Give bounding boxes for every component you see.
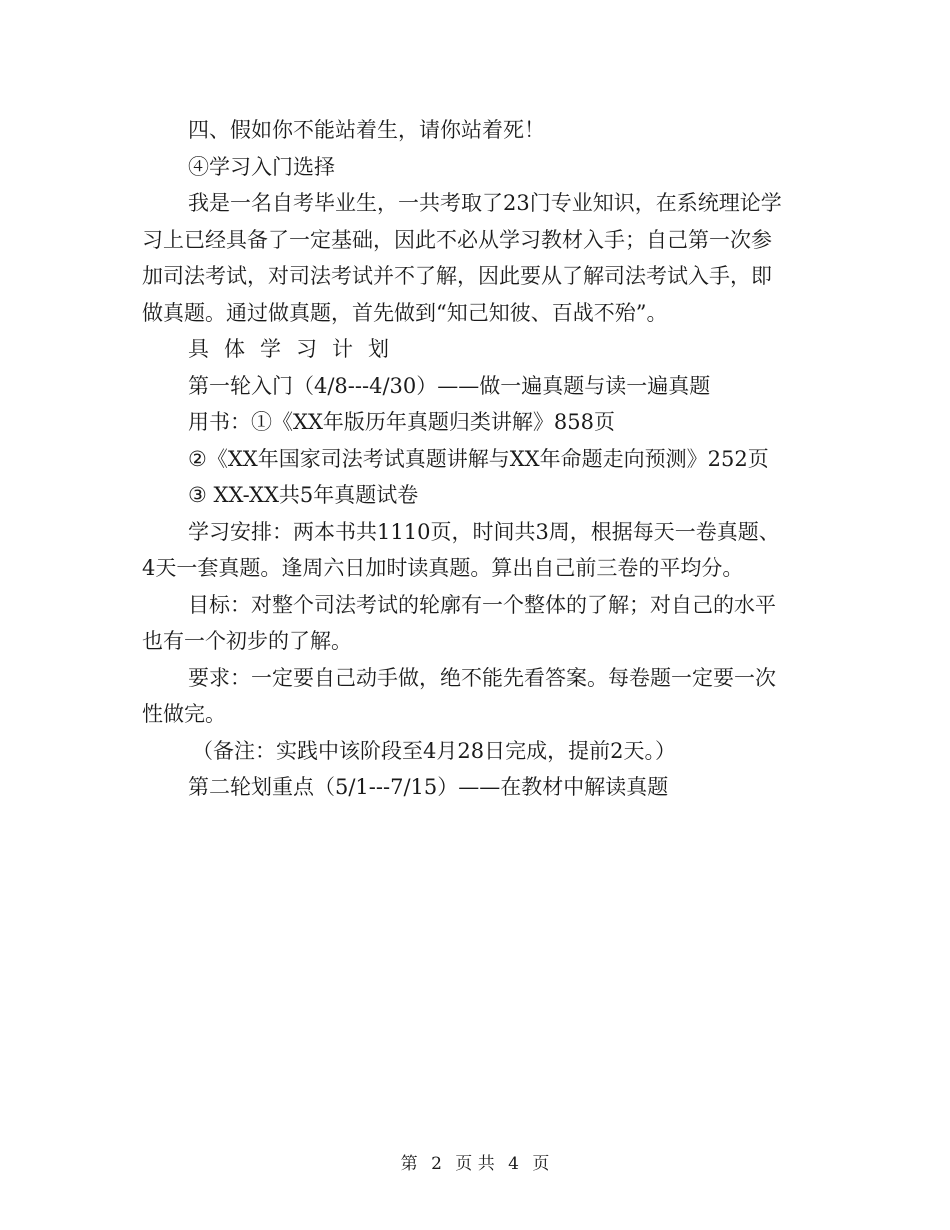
book-item-1: 用书：①《XX年版历年真题归类讲解》858页 (188, 410, 615, 434)
book-item-2: ②《XX年国家司法考试真题讲解与XX年命题走向预测》252页 (188, 446, 769, 471)
section-heading: 四、假如你不能站着生，请你站着死！ (188, 118, 545, 142)
subsection-heading: ④学习入门选择 (188, 154, 335, 179)
paragraph-line: 我是一名自考毕业生，一共考取了23门专业知识，在系统理论学 (188, 191, 782, 215)
paragraph-line: 4天一套真题。逢周六日加时读真题。算出自己前三卷的平均分。 (142, 556, 744, 580)
paragraph-line: 加司法考试，对司法考试并不了解，因此要从了解司法考试入手，即 (142, 264, 772, 288)
footer-total-pages: 4 (508, 1154, 519, 1174)
paragraph-line: 目标：对整个司法考试的轮廓有一个整体的了解；对自己的水平 (188, 592, 776, 617)
paragraph-line: 习上已经具备了一定基础，因此不必从学习教材入手；自己第一次参 (142, 227, 772, 252)
paragraph-line: 性做完。 (142, 702, 226, 726)
footer-page-number: 2 (431, 1154, 442, 1174)
note-line: （备注：实践中该阶段至4月28日完成，提前2天。） (192, 738, 676, 763)
footer-middle: 页 共 (455, 1154, 495, 1174)
paragraph-line: 要求：一定要自己动手做，绝不能先看答案。每卷题一定要一次 (188, 665, 776, 690)
round-one-heading: 第一轮入门（4/8---4/30）——做一遍真题与读一遍真题 (188, 373, 711, 398)
document-body (142, 112, 807, 806)
book-item-3: ③ XX-XX共5年真题试卷 (188, 483, 419, 507)
paragraph-line: 做真题。通过做真题，首先做到“知己知彼、百战不殆”。 (142, 300, 668, 325)
footer-suffix: 页 (532, 1154, 550, 1174)
plan-heading: 具体学习计划 (188, 337, 404, 361)
paragraph-line: 学习安排：两本书共1110页，时间共3周，根据每天一卷真题、 (188, 519, 780, 544)
footer-prefix: 第 (400, 1154, 418, 1174)
paragraph-line: 也有一个初步的了解。 (142, 629, 352, 653)
round-two-heading: 第二轮划重点（5/1---7/15）——在教材中解读真题 (188, 775, 669, 799)
page-footer (0, 1153, 950, 1175)
